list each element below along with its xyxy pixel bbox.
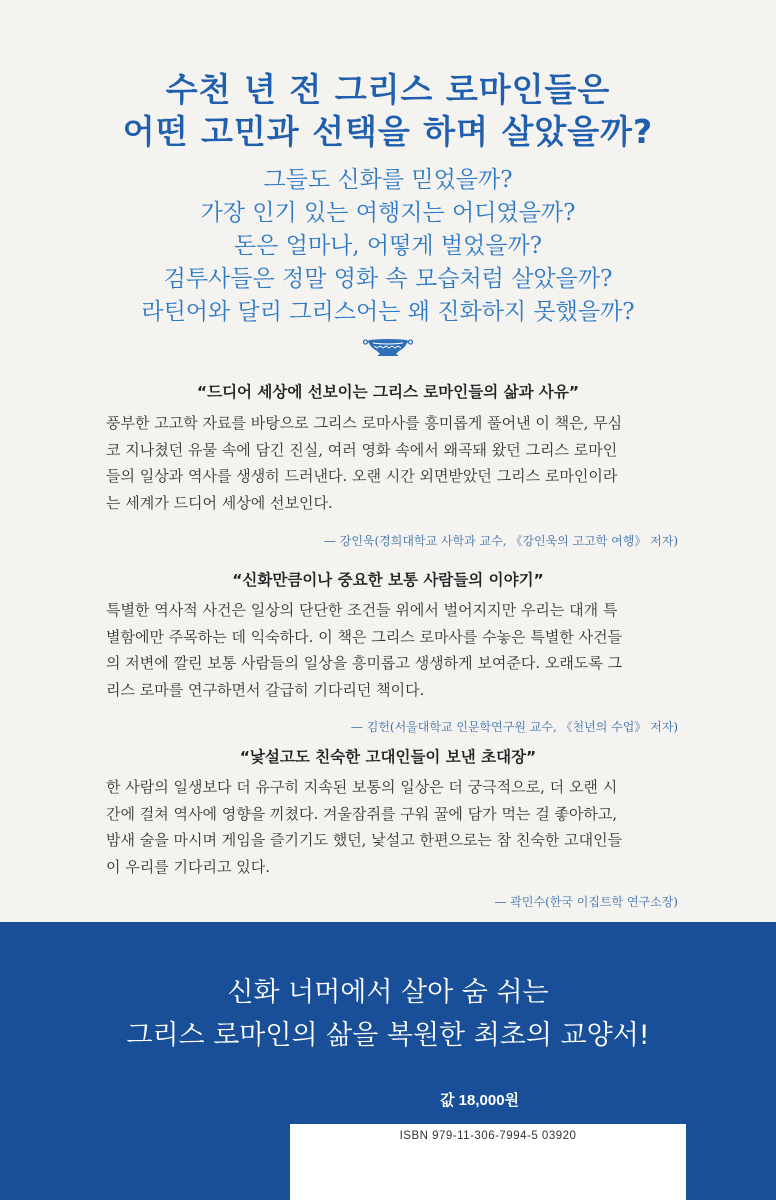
review-2-line: 특별한 역사적 사건은 일상의 단단한 조건들 위에서 벌어지지만 우리는 대개 특 bbox=[106, 601, 618, 619]
price-label: 값 18,000원 bbox=[440, 1092, 520, 1109]
barcode-area bbox=[290, 1124, 686, 1200]
slogan-line-1: 신화 너머에서 살아 숨 쉬는 bbox=[227, 977, 549, 1008]
review-2-line: 리스 로마를 연구하면서 갈급히 기다리던 책이다. bbox=[106, 680, 425, 699]
review-2-line: 의 저변에 깔린 보통 사람들의 일상을 흥미롭고 생생하게 보여준다. 오래도록 그 bbox=[106, 654, 623, 672]
review-2-body bbox=[106, 597, 680, 703]
review-3-line: 밤새 술을 마시며 게임을 즐기기도 했던, 낯설고 한편으로는 참 친숙한 고대인들 bbox=[106, 831, 623, 849]
vase-icon bbox=[363, 338, 413, 358]
question-2: 가장 인기 있는 여행지는 어디였을까? bbox=[200, 200, 576, 226]
review-3-line: 한 사람의 일생보다 더 유구히 지속된 보통의 일상은 더 궁극적으로, 더 오랜 시 bbox=[106, 778, 618, 796]
isbn-number: ISBN 979-11-306-7994-5 03920 bbox=[399, 1130, 577, 1142]
review-1-attribution: — 강인욱(경희대학교 사학과 교수, 《강인욱의 고고학 여행》 저자) bbox=[323, 534, 678, 548]
question-5: 라틴어와 달리 그리스어는 왜 진화하지 못했을까? bbox=[141, 299, 635, 325]
review-3-body bbox=[106, 774, 680, 880]
review-2-title: “신화만큼이나 중요한 보통 사람들의 이야기” bbox=[232, 571, 544, 589]
slogan-line-2: 그리스 로마인의 삶을 복원한 최초의 교양서! bbox=[126, 1020, 650, 1051]
review-1-line: 는 세계가 드디어 세상에 선보인다. bbox=[106, 493, 333, 512]
review-1-line: 들의 일상과 역사를 생생히 드러낸다. 오랜 시간 외면받았던 그리스 로마인이라 bbox=[106, 467, 618, 485]
review-1-body bbox=[106, 410, 680, 516]
review-3-line: 간에 걸쳐 역사에 영향을 끼쳤다. 겨울잠쥐를 구워 꿀에 담가 먹는 걸 좋아하고, bbox=[106, 804, 618, 823]
review-2-attribution: — 김헌(서울대학교 인문학연구원 교수, 《천년의 수업》 저자) bbox=[350, 720, 678, 734]
review-2-line: 별함에만 주목하는 데 익숙하다. 이 책은 그리스 로마사를 수놓은 특별한 사건들 bbox=[106, 627, 623, 646]
review-3-line: 이 우리를 기다리고 있다. bbox=[106, 857, 270, 876]
headline-line-1: 수천 년 전 그리스 로마인들은 bbox=[165, 70, 611, 109]
question-3: 돈은 얼마나, 어떻게 벌었을까? bbox=[233, 233, 543, 259]
question-1: 그들도 신화를 믿었을까? bbox=[263, 167, 513, 193]
review-1-title: “드디어 세상에 선보이는 그리스 로마인들의 삶과 사유” bbox=[196, 383, 580, 401]
review-1-line: 코 지나쳤던 유물 속에 담긴 진실, 여러 영화 속에서 왜곡돼 왔던 그리스 로마인 bbox=[106, 440, 618, 459]
review-3-title: “낯설고도 친숙한 고대인들이 보낸 초대장” bbox=[239, 748, 537, 766]
review-1-line: 풍부한 고고학 자료를 바탕으로 그리스 로마사를 흥미롭게 풀어낸 이 책은, 무심 bbox=[106, 414, 623, 432]
headline-line-2: 어떤 고민과 선택을 하며 살았을까? bbox=[122, 112, 654, 151]
question-4: 검투사들은 정말 영화 속 모습처럼 살았을까? bbox=[163, 266, 613, 292]
review-3-attribution: — 곽민수(한국 이집트학 연구소장) bbox=[494, 895, 678, 909]
